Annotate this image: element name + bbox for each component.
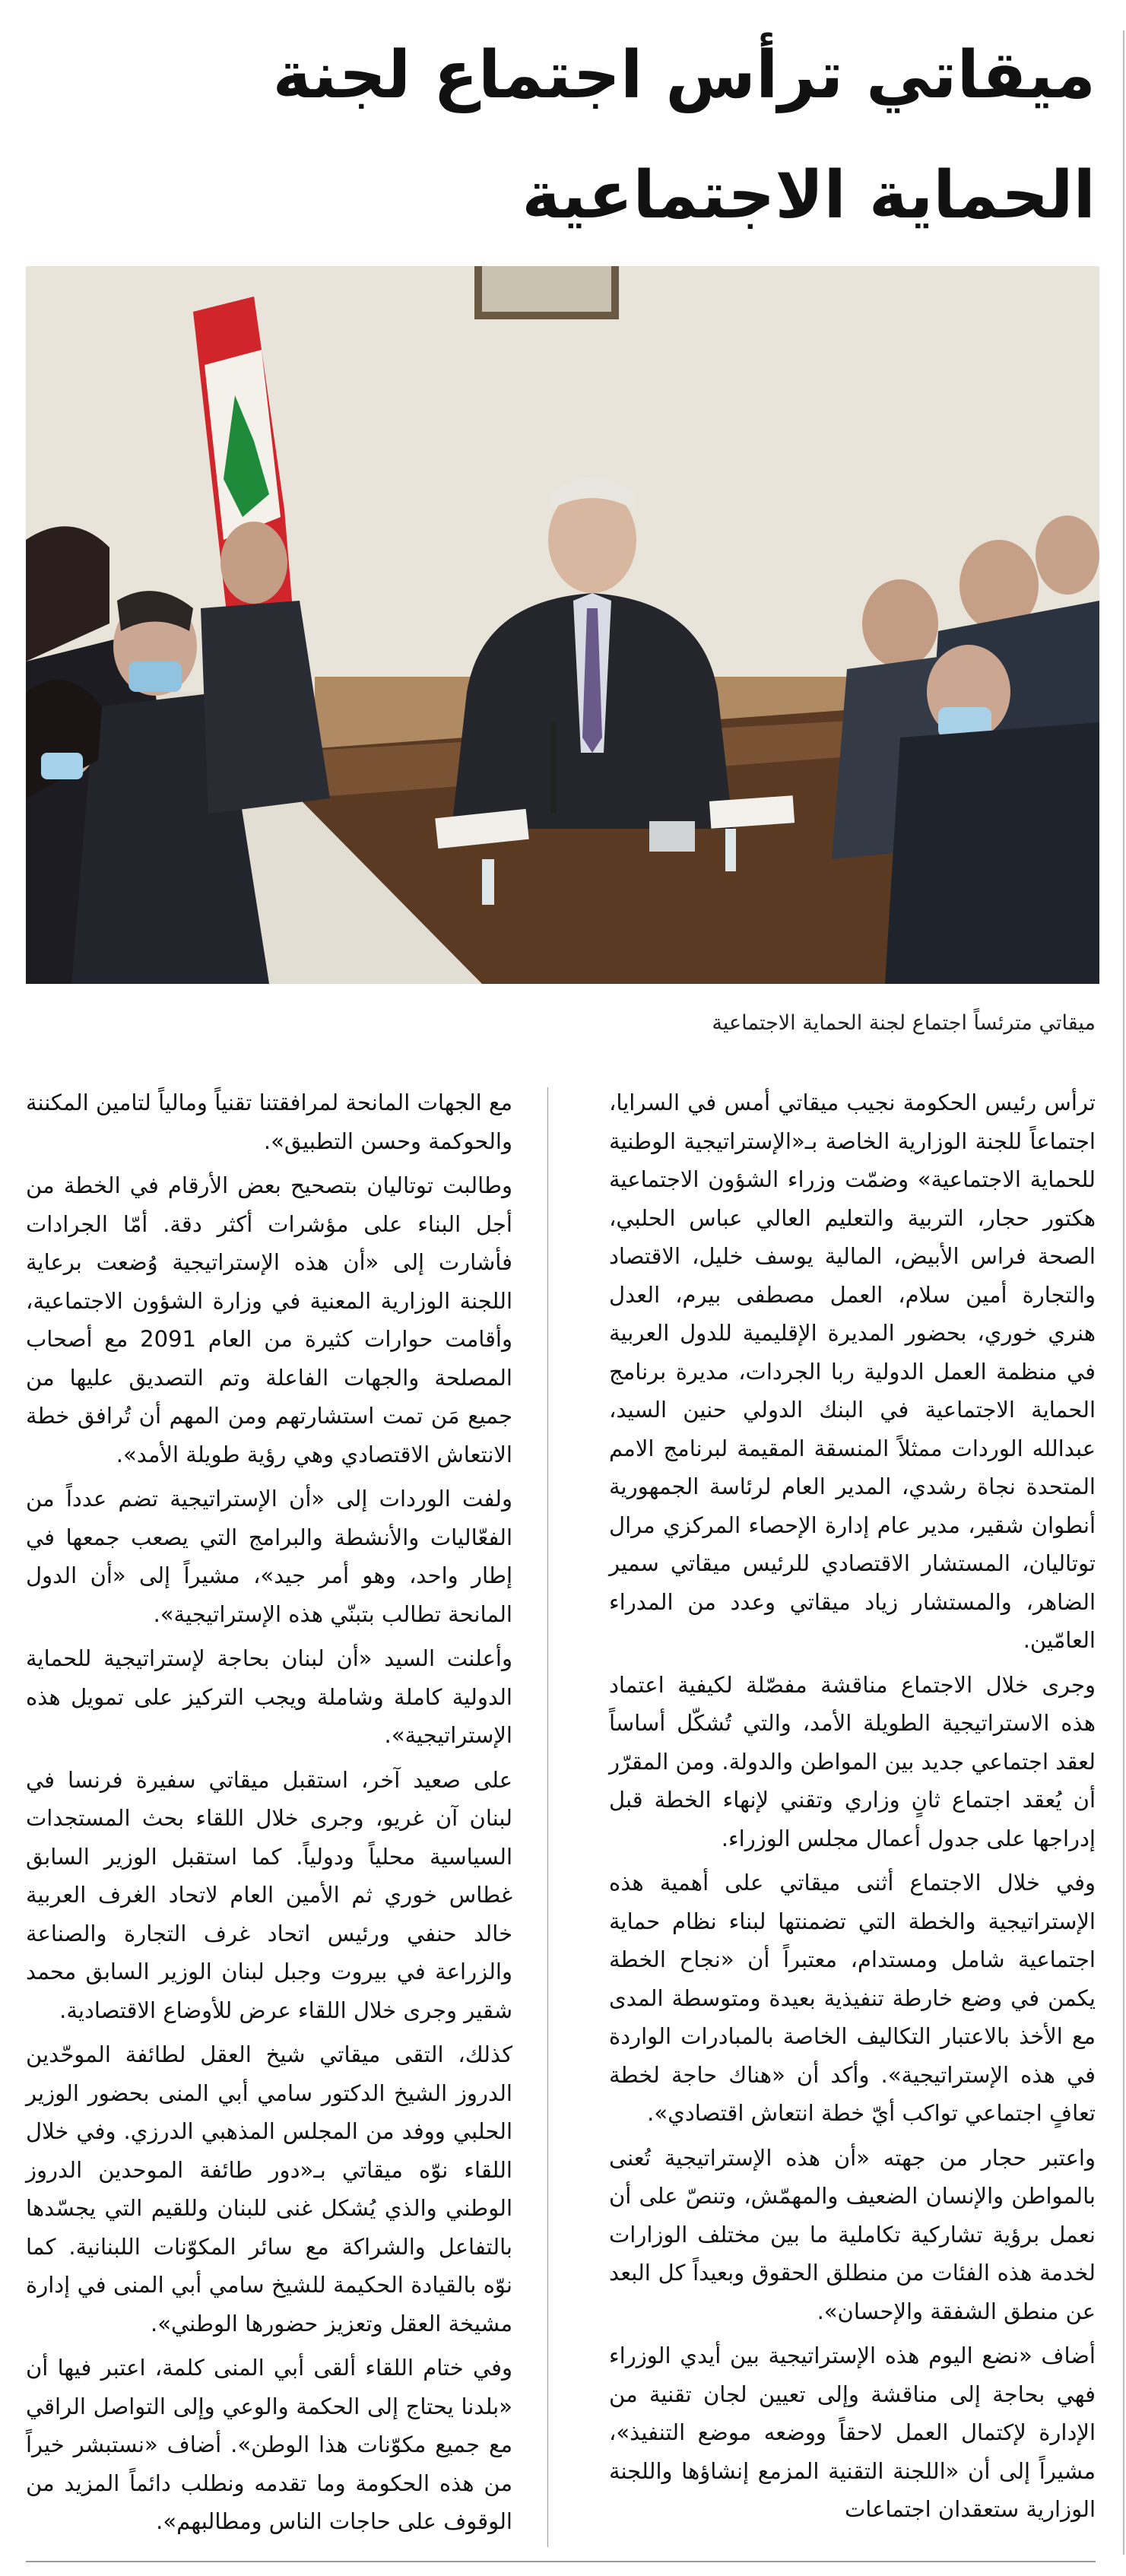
paragraph: وجرى خلال الاجتماع مناقشة مفصّلة لكيفية اعتماد هذه الاستراتيجية الطويلة الأمد، والتي تُشكّل أساساً لعقد اجتماعي جديد بين المواطن والدولة. ومن المقرّر أن يُعقد اجتماع ثانٍ وزاري وتقني لإنهاء الخطة قبل إدراجها على جدول أعمال مجلس الوزراء. <box>609 1671 1096 1851</box>
photo-caption: ميقاتي مترئساً اجتماع لجنة الحماية الاجتماعية <box>712 1011 1096 1035</box>
page-edge-rule <box>1123 30 1124 2555</box>
paragraph: واعتبر حجار من جهته «أن هذه الإستراتيجية تُعنى بالمواطن والإنسان الضعيف والمهمّش، وتنصّ على أن نعمل برؤية تشاركية تكاملية ما بين مختلف الوزارات لخدمة هذه الفئات من منطلق الحقوق وبعيداً كل البعد عن منطق الشفقة والإحسان». <box>609 2144 1096 2324</box>
paragraph: وطالبت توتاليان بتصحيح بعض الأرقام في الخطة من أجل البناء على مؤشرات أكثر دقة. أمّا الجرادات فأشارت إلى «أن هذه الإستراتيجية وُضعت برعاية اللجنة الوزارية المعنية في وزارة الشؤون الاجتماعية، وأقامت حوارات كثيرة من العام 2091 مع أصحاب المصلحة والجهات الفاعلة وتم التصديق عليها من جميع مَن تمت استشارتهم ومن المهم أن تُرافق خطة الانتعاش الاقتصادي وهي رؤية طويلة الأمد». <box>26 1172 512 1467</box>
paragraph: أضاف «نضع اليوم هذه الإستراتيجية بين أيدي الوزراء فهي بحاجة إلى مناقشة وإلى تعيين لجان تقنية من الإدارة لإكتمال العمل لاحقاً ووضعه موضع التنفيذ»، مشيراً إلى أن «اللجنة التقنية المزمع إنشاؤها واللجنة الوزارية ستعقدان اجتماعات <box>609 2343 1096 2522</box>
paragraph: على صعيد آخر، استقبل ميقاتي سفيرة فرنسا في لبنان آن غريو، وجرى خلال اللقاء بحث المستجدات السياسية محلياً ودولياً. كما استقبل الوزير السابق غطاس خوري ثم الأمين العام لاتحاد الغرف العربية خالد حنفي ورئيس اتحاد غرف التجارة والصناعة والزراعة في بيروت وجبل لبنان الوزير السابق محمد شقير وجرى خلال اللقاء عرض للأوضاع الاقتصادية. <box>26 1766 512 2023</box>
paragraph: وفي خلال الاجتماع أثنى ميقاتي على أهمية هذه الإستراتيجية والخطة التي تضمنتها لبناء نظام حماية اجتماعية شامل ومستدام، معتبراً أن «نجاح الخطة يكمن في وضع خارطة تنفيذية بعيدة ومتوسطة المدى مع الأخذ بالاعتبار التكاليف الخاصة بالمبادرات الواردة في هذه الإستراتيجية». وأكد أن «هناك حاجة لخطة تعافٍ اجتماعي تواكب أيّ خطة انتعاش اقتصادي». <box>609 1870 1096 2126</box>
article-column-right <box>609 1083 1096 2535</box>
bottom-rule <box>26 2561 1096 2562</box>
meeting-photo-icon <box>26 266 1099 984</box>
paragraph: وفي ختام اللقاء ألقى أبي المنى كلمة، اعتبر فيها أن «بلدنا يحتاج إلى الحكمة والوعي وإلى التواصل الراقي مع جميع مكوّنات هذا الوطن». أضاف «نستبشر خيراً من هذه الحكومة وما تقدمه ونطلب دائماً المزيد من الوقوف على حاجات الناس ومطالبهم». <box>26 2355 512 2534</box>
paragraph: ترأس رئيس الحكومة نجيب ميقاتي أمس في السرايا، اجتماعاً للجنة الوزارية الخاصة بـ«الإستراتيجية الوطنية للحماية الاجتماعية» وضمّت وزراء الشؤون الاجتماعية هكتور حجار، التربية والتعليم العالي عباس الحلبي، الصحة فراس الأبيض، المالية يوسف خليل، الاقتصاد والتجارة أمين سلام، العمل مصطفى بيرم، العدل هنري خوري، بحضور المديرة الإقليمية للدول العربية في منظمة العمل الدولية ربا الجردات، مديرة برنامج الحماية الاجتماعية في البنك الدولي حنين السيد، عبدالله الوردات ممثلاً المنسقة المقيمة لبرنامج الامم المتحدة نجاة رشدي، المدير العام لرئاسة الجمهورية أنطوان شقير، مدير عام إدارة الإحصاء المركزي مرال توتاليان، المستشار الاقتصادي للرئيس ميقاتي سمير الضاهر، والمستشار زياد ميقاتي وعدد من المدراء العامّين. <box>609 1090 1096 1653</box>
headline-line-1: ميقاتي ترأس اجتماع لجنة الحماية الاجتماعية <box>272 37 1096 233</box>
paragraph: مع الجهات المانحة لمرافقتنا تقنياً ومالياً لتامين المكننة والحوكمة وحسن التطبيق». <box>26 1090 512 1154</box>
meeting-photo <box>26 266 1099 984</box>
paragraph: ولفت الوردات إلى «أن الإستراتيجية تضم عدداً من الفعّاليات والأنشطة والبرامج التي يصعب جمعها في إطار واحد، وهو أمر جيد»، مشيراً إلى «أن الدول المانحة تطالب بتبنّي هذه الإستراتيجية». <box>26 1486 512 1627</box>
paragraph: كذلك، التقى ميقاتي شيخ العقل لطائفة الموحّدين الدروز الشيخ الدكتور سامي أبي المنى بحضور الوزير الحلبي ووفد من المجلس المذهبي الدرزي. وفي خلال اللقاء نوّه ميقاتي بـ«دور طائفة الموحدين الدروز الوطني والذي يُشكل غنى للبنان وللقيم التي يجسّدها بالتفاعل والشراكة مع سائر المكوّنات اللبنانية. كما نوّه بالقيادة الحكيمة للشيخ سامي أبي المنى في إدارة مشيخة العقل وتعزيز حضورها الوطني». <box>26 2041 512 2336</box>
paragraph: وأعلنت السيد «أن لبنان بحاجة لإستراتيجية للحماية الدولية كاملة وشاملة ويجب التركيز على تمويل هذه الإستراتيجية». <box>26 1645 512 1748</box>
article-column-left <box>26 1083 512 2547</box>
column-divider <box>547 1087 548 2547</box>
